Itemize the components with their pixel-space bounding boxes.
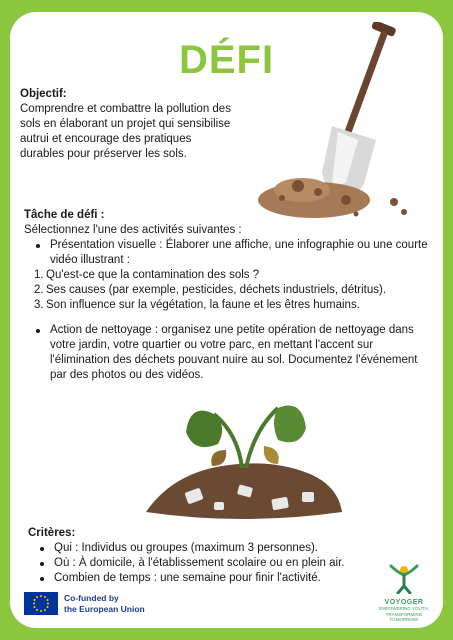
list-item: 1. Qu'est-ce que la contamination des sols ? — [34, 269, 260, 281]
voyoger-figure-icon — [387, 564, 421, 594]
criteria-heading: Critères: — [28, 527, 76, 539]
objective-section — [20, 87, 235, 162]
list-item: 2. Ses causes (par exemple, pesticides, déchets industriels, détritus). — [34, 284, 387, 296]
shovel-illustration — [246, 22, 426, 222]
voyoger-logo: VOYOGER EMPOWERING YOUTH, TRANSFORMING TOMORROW! — [374, 564, 434, 623]
criteria-item: Où : À domicile, à l'établissement scolaire ou en plein air. — [28, 556, 388, 571]
page-title: DÉFI — [178, 38, 275, 82]
objective-text: Comprendre et combattre la pollution des sols en élaborant un projet qui sensibilise autrui et encourage des pratiques durables pour préserver les sols. — [20, 103, 231, 160]
criteria-item: Combien de temps : une semaine pour finir l'activité. — [28, 571, 388, 586]
eu-flag-icon — [24, 592, 58, 615]
task-section — [24, 208, 429, 383]
polluted-soil-illustration — [142, 394, 342, 524]
activity-visual: Présentation visuelle : Élaborer une affiche, une infographie ou une courte vidéo illustrant : — [24, 238, 429, 268]
challenge-card — [10, 12, 443, 628]
eu-funding-text: Co-funded by the European Union — [64, 592, 145, 614]
list-item: 3. Son influence sur la végétation, la faune et les êtres humains. — [34, 299, 360, 311]
objective-heading: Objectif: — [20, 88, 67, 100]
eu-funding-logo — [24, 592, 145, 615]
activity-cleanup: Action de nettoyage : organisez une petite opération de nettoyage dans votre jardin, votre quartier ou votre parc, en mettant l'accent sur l'élimination des déchets pouvant nuire au sol. Documentez l'événement par des photos ou des vidéos. — [24, 323, 429, 383]
criteria-section — [28, 526, 388, 586]
criteria-item: Qui : Individus ou groupes (maximum 3 personnes). — [28, 541, 388, 556]
task-intro: Sélectionnez l'une des activités suivantes : — [24, 224, 242, 236]
voyoger-name: VOYOGER — [384, 599, 424, 606]
task-heading: Tâche de défi : — [24, 209, 105, 221]
